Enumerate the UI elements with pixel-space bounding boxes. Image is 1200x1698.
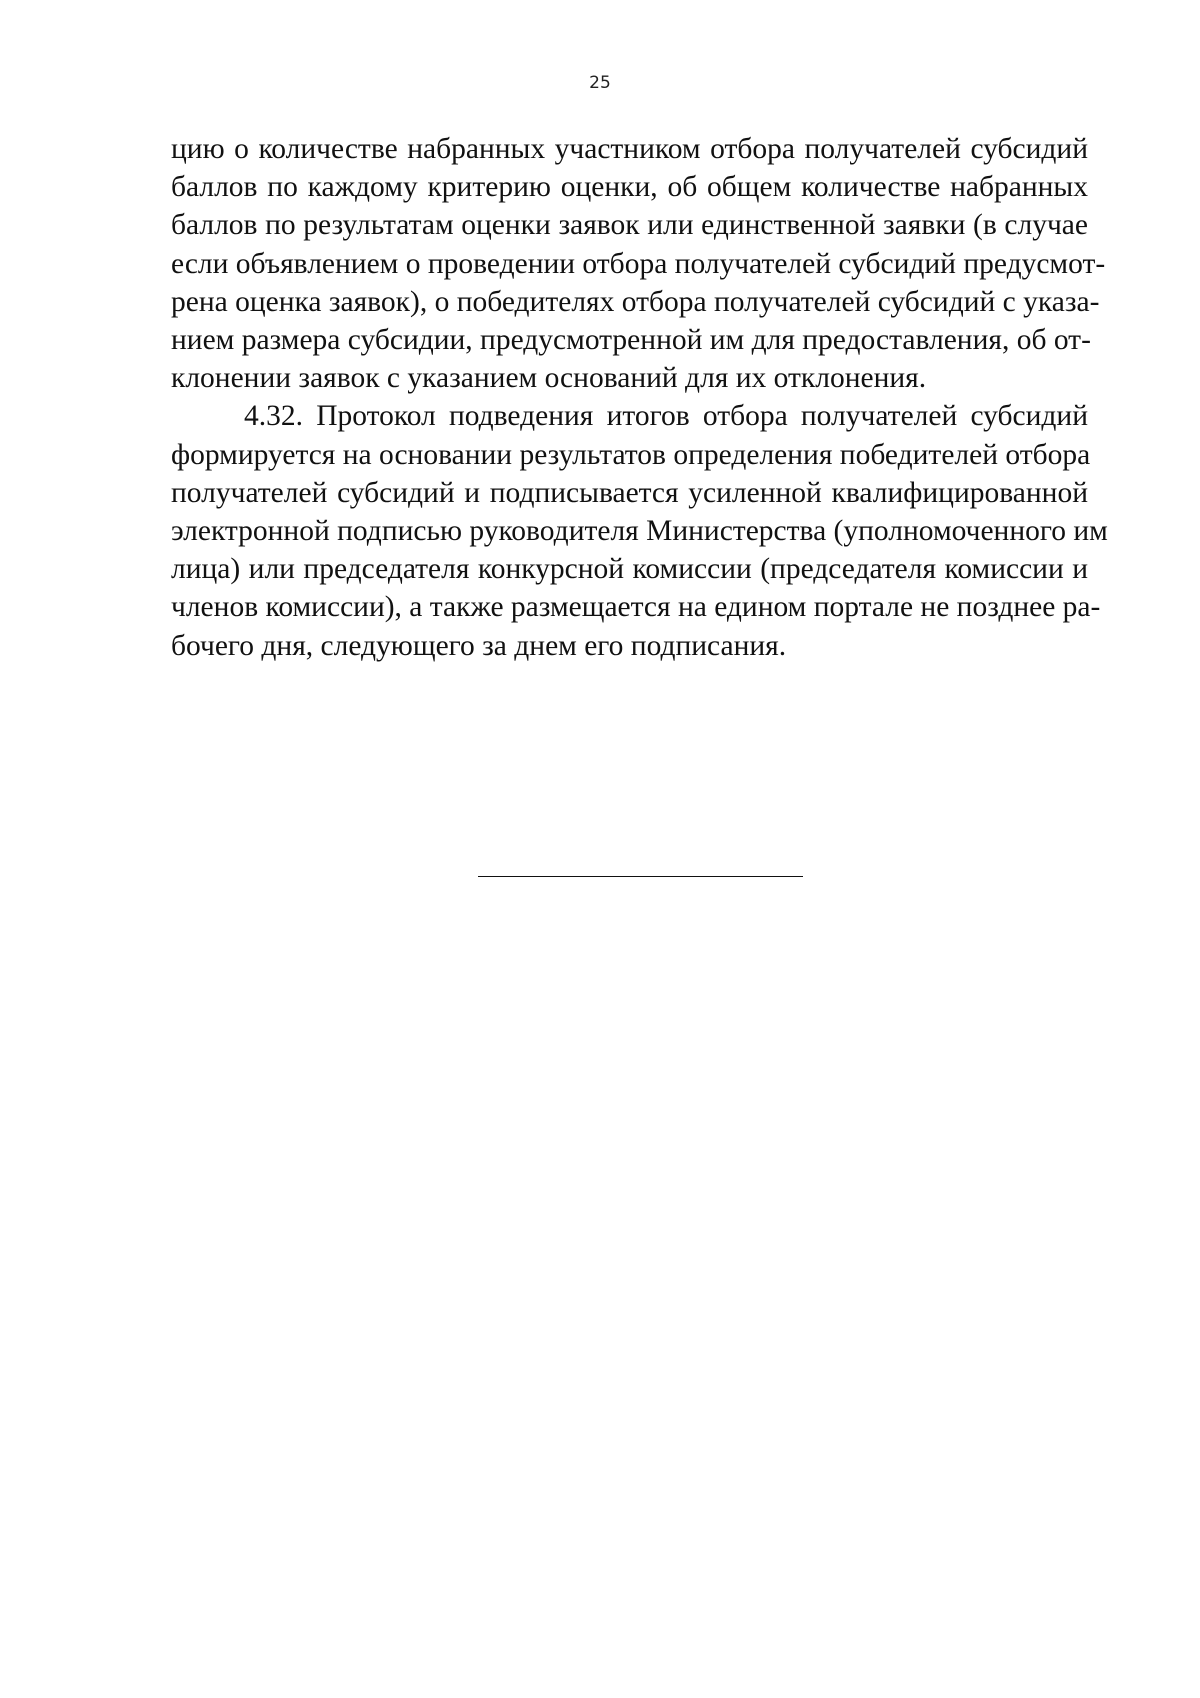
document-body xyxy=(171,130,1108,665)
text-line: если объявлением о проведении отбора получателей субсидий предусмот- xyxy=(171,247,1106,280)
text-line: баллов по результатам оценки заявок или единственной заявки (в случае xyxy=(171,209,1088,242)
text-line: рена оценка заявок), о победителях отбора получателей субсидий с указа- xyxy=(171,285,1100,318)
text-line: формируется на основании результатов определения победителей отбора xyxy=(171,438,1091,471)
text-line: лица) или председателя конкурсной комиссии (председателя комиссии и xyxy=(171,553,1088,586)
text-line: цию о количестве набранных участником отбора получателей субсидий xyxy=(171,133,1088,165)
end-of-document-rule xyxy=(478,876,803,877)
paragraph-continuation xyxy=(171,130,1106,397)
text-line: получателей субсидий и подписывается усиленной квалифицированной xyxy=(171,476,1088,509)
text-line: членов комиссии), а также размещается на едином портале не позднее ра- xyxy=(171,591,1101,624)
text-line: нием размера субсидии, предусмотренной им для предоставления, об от- xyxy=(171,324,1091,357)
paragraph-4-32 xyxy=(171,397,1108,664)
page-number: 25 xyxy=(589,73,611,93)
text-line: баллов по каждому критерию оценки, об общем количестве набранных xyxy=(171,171,1088,204)
text-line: бочего дня, следующего за днем его подписания. xyxy=(171,629,787,662)
text-line: 4.32. Протокол подведения итогов отбора получателей субсидий xyxy=(244,400,1088,433)
text-line: клонении заявок с указанием оснований для их отклонения. xyxy=(171,362,927,395)
text-line: электронной подписью руководителя Министерства (уполномоченного им xyxy=(171,515,1108,548)
